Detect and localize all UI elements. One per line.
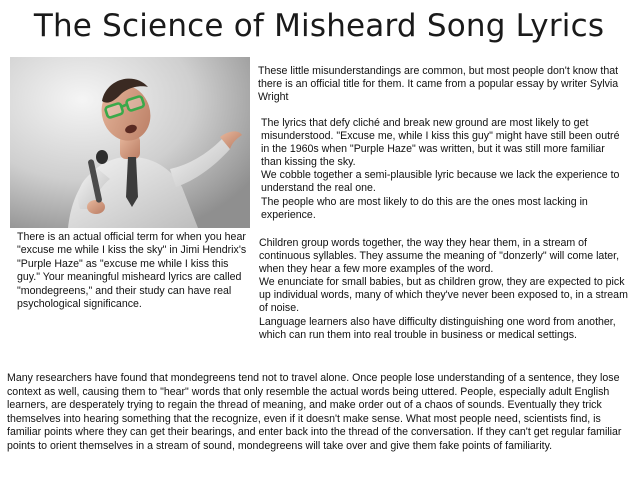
explanation-paragraph: The people who are most likely to do this are the ones most lacking in experience. xyxy=(261,195,588,221)
learning-paragraph: Language learners also have difficulty distinguishing one word from another, which can run them into real trouble in business or medical settings. xyxy=(259,315,616,341)
slide-title: The Science of Misheard Song Lyrics xyxy=(33,8,605,44)
research-text: Many researchers have found that mondegreens tend not to travel alone. Once people lose understanding of a sentence, they lose context as well, causing them to "hear" words that only resemble the actual words being uttered. People, especially adult English learners, are desperately trying to regain the thread of meaning, and make order out of a chaos of sounds. Eventually they trick themselves into hearing something that the recognize, even if it doesn't make sense. What most people need, scientists find, is familiar points where they can get their bearings, and enter back into the thread of the conversation. If they can't get regular familiar points to orient themselves in a stream of sound, mondegreens will take over and give them fake points of familiarity. xyxy=(7,372,622,452)
mondegreen-definition xyxy=(17,231,249,311)
research-paragraph xyxy=(7,372,633,453)
learning-block xyxy=(259,237,631,342)
singer-with-microphone-illustration xyxy=(10,57,250,228)
explanation-paragraph: We cobble together a semi-plausible lyric because we lack the experience to understand the real one. xyxy=(261,169,620,195)
intro-paragraph xyxy=(258,65,630,104)
learning-paragraph: Children group words together, the way they hear them, in a stream of continuous syllables. They assume the meaning of "donzerly" will come later, when they hear a few more examples of the word. xyxy=(259,237,620,276)
explanation-block xyxy=(261,117,626,222)
definition-text: There is an actual official term for when you hear "excuse me while I kiss the sky" in Jimi Hendrix's "Purple Haze" as "excuse me while I kiss this guy." Your meaningful misheard lyrics are called "mondegreens," and their study can have real psychological significance. xyxy=(17,231,247,311)
singer-photo xyxy=(10,57,250,228)
explanation-paragraph: The lyrics that defy cliché and break new ground are most likely to get misunderstood. "Excuse me, while I kiss this guy" might have still been outré in the 1960s when "Purple Haze" was written, but it was still more familiar than kissing the sky. xyxy=(261,117,620,169)
intro-text: These little misunderstandings are common, but most people don't know that there is an official title for them. It came from a popular essay by writer Sylvia Wright xyxy=(258,65,619,103)
learning-paragraph: We enunciate for small babies, but as children grow, they are expected to pick up individual words, many of which they've never been exposed to, in a stream of noise. xyxy=(259,276,628,315)
